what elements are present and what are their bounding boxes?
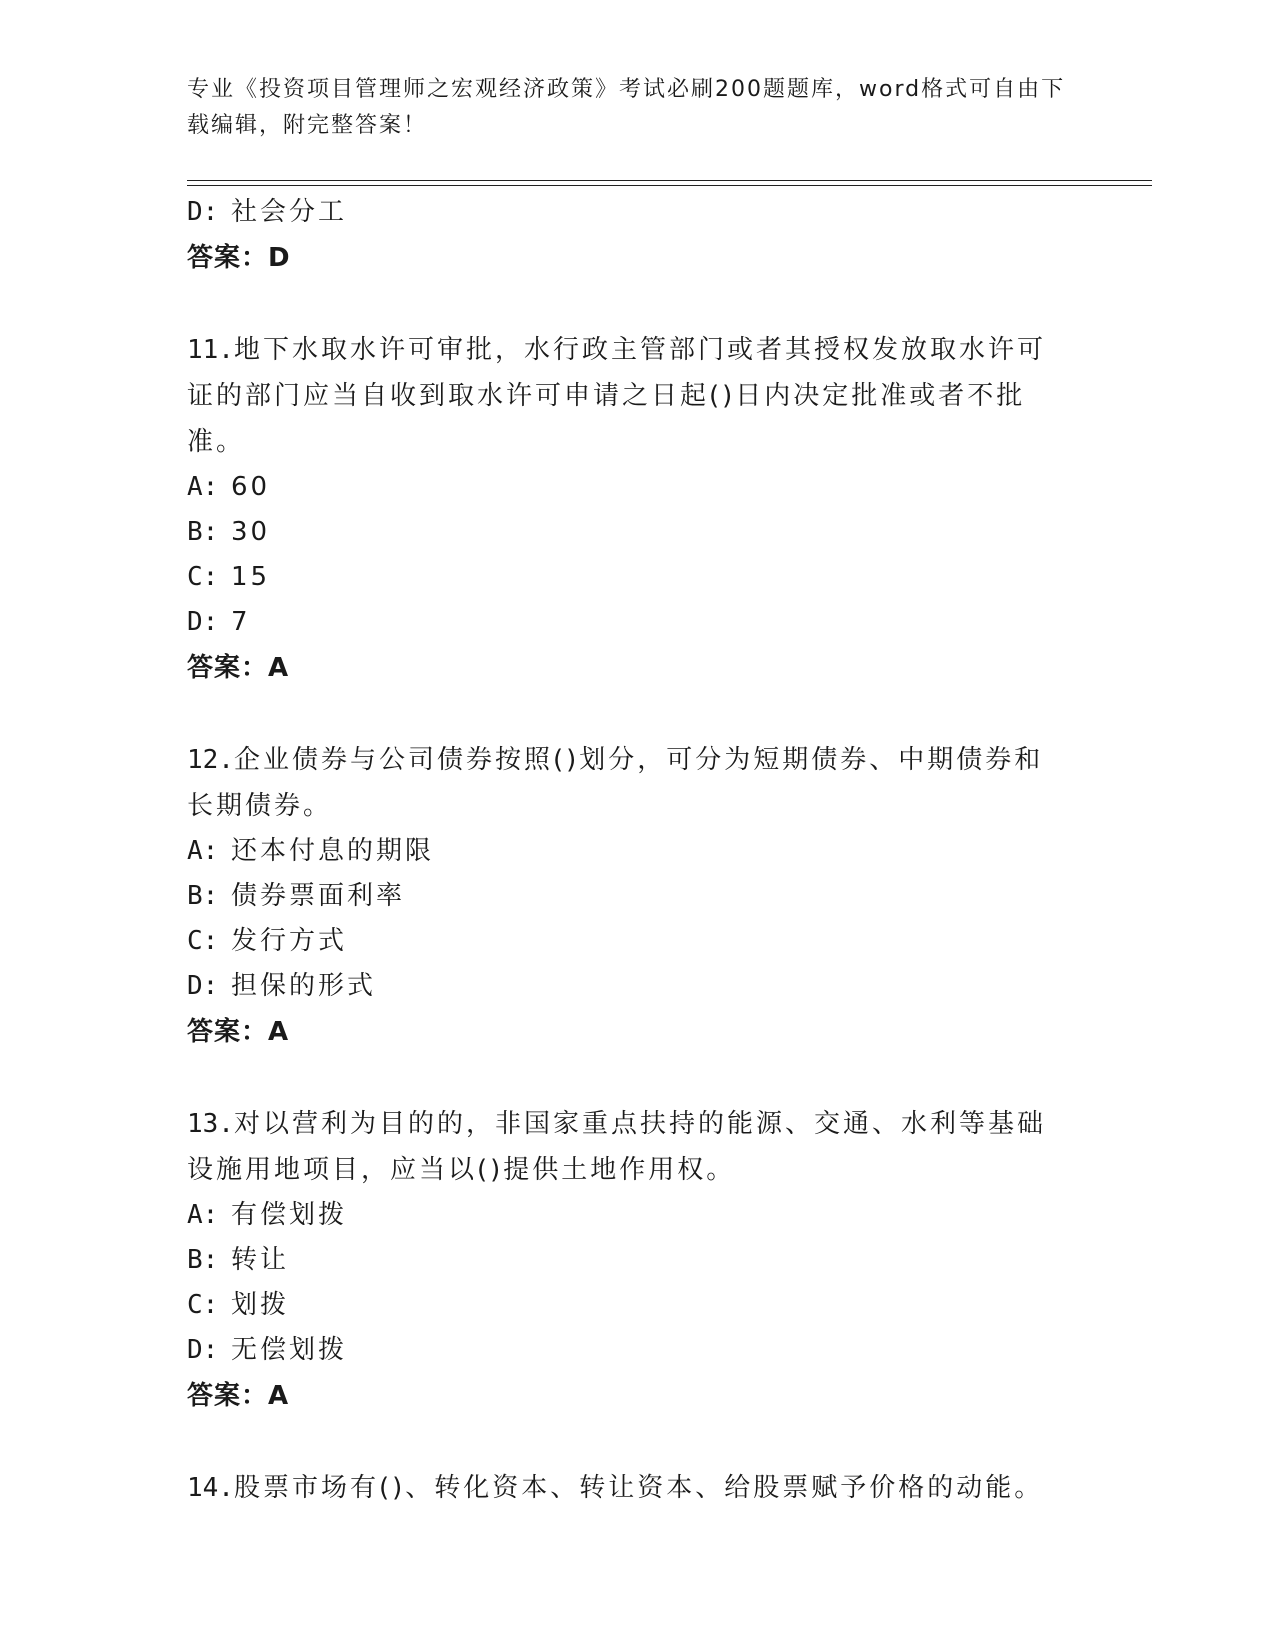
option-text: 30 (231, 517, 271, 547)
option-row (187, 874, 1087, 919)
question-list (187, 190, 1087, 1511)
option-key: D: (187, 971, 219, 1001)
question-12 (187, 737, 1067, 829)
option-row (187, 510, 1087, 555)
question-11 (187, 327, 1067, 465)
header-divider-bottom (187, 185, 1152, 186)
option-key: B: (187, 1245, 219, 1275)
option-text: 60 (231, 472, 271, 502)
option-key: D: (187, 197, 219, 227)
option-row (187, 829, 1087, 874)
option-key: D: (187, 1335, 219, 1365)
option-key: C: (187, 562, 219, 592)
answer-line: 答案：A (187, 1017, 290, 1047)
option-row (187, 555, 1087, 600)
option-key: A: (187, 836, 219, 866)
option-text: 发行方式 (231, 926, 348, 956)
question-number: 12. (187, 745, 234, 775)
option-text: 转让 (231, 1245, 290, 1275)
option-text: 划拨 (231, 1290, 290, 1320)
option-key: C: (187, 926, 219, 956)
option-text: 社会分工 (231, 197, 348, 227)
question-text: 企业债券与公司债券按照()划分，可分为短期债券、中期债券和长期债券。 (187, 745, 1044, 821)
option-key: A: (187, 472, 219, 502)
question-13 (187, 1101, 1067, 1193)
option-text: 15 (231, 562, 271, 592)
option-text: 有偿划拨 (231, 1200, 348, 1230)
option-key: D: (187, 607, 219, 637)
option-row (187, 465, 1087, 510)
option-text: 7 (231, 607, 251, 637)
option-key: B: (187, 517, 219, 547)
question-number: 14. (187, 1473, 234, 1503)
option-row (187, 1193, 1087, 1238)
question-number: 11. (187, 335, 234, 365)
question-text: 股票市场有()、转化资本、转让资本、给股票赋予价格的动能。 (233, 1473, 1044, 1503)
option-row (187, 919, 1087, 964)
header-divider-top (187, 180, 1152, 181)
option-key: B: (187, 881, 219, 911)
option-text: 担保的形式 (231, 971, 377, 1001)
option-row (187, 1328, 1087, 1373)
document-header: 专业《投资项目管理师之宏观经济政策》考试必刷200题题库，word格式可自由下载编辑，附完整答案！ (187, 77, 1066, 138)
option-row (187, 1283, 1087, 1328)
option-row (187, 1238, 1087, 1283)
answer-line: 答案：A (187, 653, 290, 683)
question-14 (187, 1465, 1067, 1511)
option-text: 无偿划拨 (231, 1335, 348, 1365)
option-row (187, 964, 1087, 1009)
question-text: 对以营利为目的的，非国家重点扶持的能源、交通、水利等基础设施用地项目，应当以()提供土地作用权。 (187, 1109, 1046, 1185)
question-text: 地下水取水许可审批，水行政主管部门或者其授权发放取水许可证的部门应当自收到取水许可申请之日起()日内决定批准或者不批准。 (187, 335, 1046, 457)
option-row (187, 190, 1087, 235)
question-number: 13. (187, 1109, 234, 1139)
option-text: 还本付息的期限 (231, 836, 435, 866)
answer-line: 答案：D (187, 243, 291, 273)
answer-line: 答案：A (187, 1381, 290, 1411)
option-text: 债券票面利率 (231, 881, 406, 911)
option-key: A: (187, 1200, 219, 1230)
option-row (187, 600, 1087, 645)
option-key: C: (187, 1290, 219, 1320)
